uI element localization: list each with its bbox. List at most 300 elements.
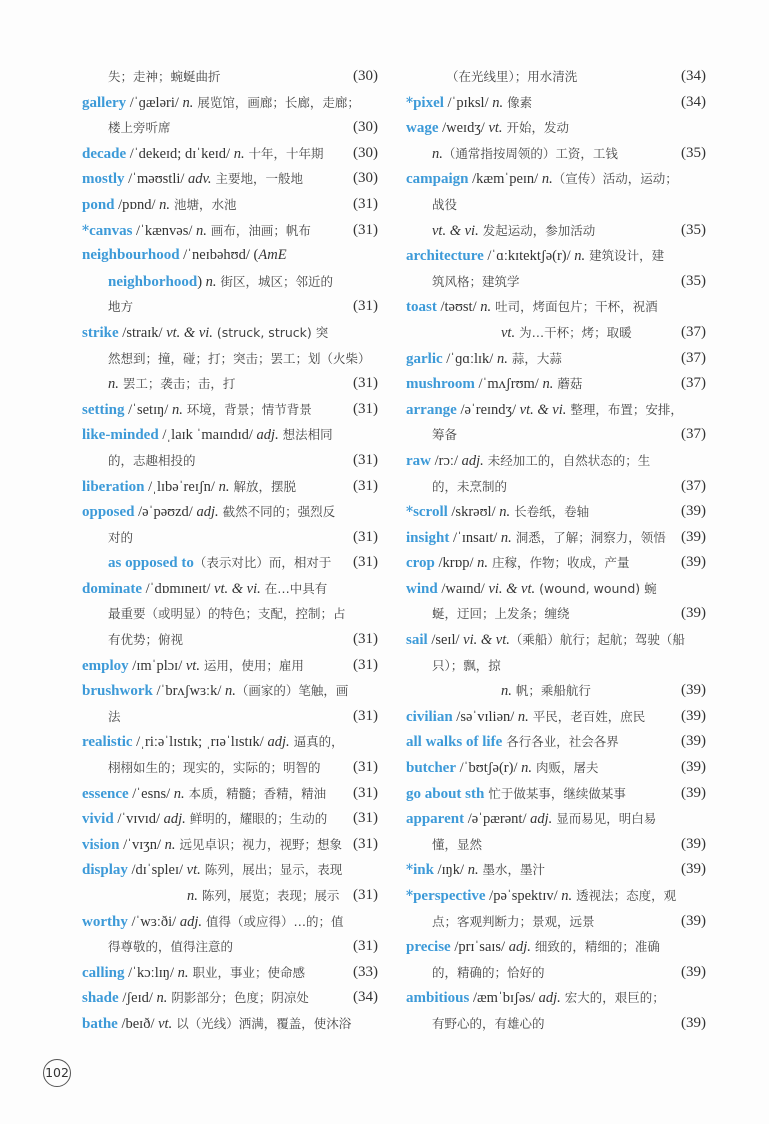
page-ref: (31)	[353, 784, 378, 801]
vocab-line	[82, 499, 378, 525]
definition: 肉贩，屠夫	[532, 760, 599, 776]
headword: scroll	[413, 504, 448, 521]
definition: 各行各业，社会各界	[502, 734, 619, 750]
phonetic: /ˈwɜːði/	[127, 913, 180, 930]
definition: 得尊敬的，值得注意的	[108, 939, 234, 955]
vocab-line	[82, 985, 378, 1011]
headword: civilian	[406, 708, 453, 725]
page-ref: (39)	[681, 963, 706, 980]
definition: 鲜明的，耀眼的；生动的	[185, 811, 328, 827]
phonetic: /kæmˈpeɪn/	[468, 171, 542, 188]
definition: 建筑设计，建	[585, 248, 665, 264]
page-ref: (30)	[353, 68, 378, 84]
definition: （在光线里）；用水清洗	[446, 69, 578, 84]
page-ref: (39)	[681, 759, 706, 776]
phonetic: /straɪk/	[118, 324, 167, 341]
definition: （通常指按周领的）工资，工钱	[442, 145, 618, 161]
phonetic: /æmˈbɪʃəs/	[469, 990, 539, 1007]
phonetic: /ɪmˈplɔɪ/	[128, 657, 186, 674]
vocab-line	[82, 857, 378, 883]
definition: 然想到；撞，碰；打；突击；罢工；划（火柴）	[108, 350, 371, 366]
definition: 帆；乘船航行	[511, 683, 591, 699]
vocab-line	[406, 832, 706, 858]
headword: raw	[406, 452, 431, 469]
vocab-line	[82, 243, 378, 269]
part-of-speech: n.	[542, 376, 554, 393]
headword: employ	[82, 657, 129, 674]
vocab-line	[82, 781, 378, 807]
headword: calling	[82, 964, 125, 981]
definition: 墨水，墨汁	[478, 862, 546, 878]
part-of-speech: adj.	[256, 427, 279, 444]
page-ref: (31)	[353, 887, 378, 903]
part-of-speech: n.	[187, 888, 198, 904]
phonetic: /ˈkænvəs/	[132, 222, 197, 239]
vocab-line	[406, 653, 706, 679]
part-of-speech: n.	[182, 94, 194, 111]
page-ref: (31)	[353, 656, 378, 673]
phonetic: /ˈesns/	[128, 785, 174, 802]
part-of-speech: n.	[501, 683, 512, 700]
definition: 细致的，精细的；准确	[530, 939, 660, 955]
vocab-line	[406, 909, 706, 935]
phonetic: /əˈpəʊzd/	[134, 504, 197, 521]
part-of-speech: adj.	[163, 811, 186, 828]
part-of-speech: n.	[467, 862, 479, 879]
definition: 以（光线）洒满，覆盖，使沐浴	[172, 1015, 352, 1031]
definition: 陈列，展览；表现；展示	[197, 888, 340, 903]
part-of-speech: vt. & vi.	[214, 580, 261, 597]
part-of-speech: n.	[205, 273, 217, 290]
definition: 陈列，展出；显示，表现	[200, 862, 343, 878]
vocab-line	[406, 448, 706, 474]
definition: 截然不同的；强烈反	[218, 504, 336, 520]
vocab-line	[82, 397, 378, 423]
vocab-line	[82, 704, 378, 730]
page-ref: (37)	[681, 349, 706, 366]
phonetic: /ɪŋk/	[433, 862, 468, 879]
page-ref: (39)	[681, 528, 706, 545]
definition: 庄稼，作物；收成，产量	[487, 555, 630, 571]
part-of-speech: n.	[177, 964, 189, 981]
headword: toast	[406, 299, 437, 316]
part-of-speech: adj.	[508, 939, 531, 956]
page-ref: (35)	[681, 272, 706, 289]
star-marker: *	[406, 94, 414, 111]
page-ref: (37)	[681, 426, 706, 443]
page-ref: (39)	[681, 682, 706, 699]
page-ref: (39)	[681, 503, 706, 520]
headword: dominate	[82, 580, 142, 597]
headword: display	[82, 862, 128, 879]
vocab-line	[82, 269, 378, 295]
vocab-line	[406, 499, 706, 525]
page-ref: (31)	[353, 554, 378, 571]
phonetic: /əˈpærənt/	[464, 811, 531, 828]
vocab-line	[82, 960, 378, 986]
headword: gallery	[82, 94, 127, 111]
vocab-line	[406, 550, 706, 576]
headword: architecture	[406, 248, 484, 265]
definition: 战役	[432, 196, 458, 212]
part-of-speech: n.	[218, 478, 230, 495]
vocab-line	[82, 218, 378, 244]
vocab-line	[406, 704, 706, 730]
vocab-line	[82, 474, 378, 500]
definition: 为…干杯；烤；取暖	[515, 324, 632, 340]
definition: 蘑菇	[553, 376, 583, 392]
definition: 蜒，迂回；上发条；缠绕	[432, 606, 570, 622]
vocab-line	[406, 525, 706, 551]
vocab-line	[406, 985, 706, 1011]
headword: neighbourhood	[82, 247, 180, 264]
definition: 蒜，大蒜	[507, 350, 562, 366]
phonetic: /səˈvɪliən/	[452, 708, 518, 725]
phonetic: /ˈɡɑːlɪk/	[442, 350, 497, 367]
page-ref: (31)	[353, 938, 378, 955]
part-of-speech: vt.	[501, 324, 516, 341]
definition: （乘船）航行；起航；驾驶（船	[509, 632, 685, 648]
headword: worthy	[82, 913, 128, 930]
headword: ambitious	[406, 990, 470, 1007]
page-ref: (34)	[681, 68, 706, 84]
vocab-line	[406, 192, 706, 218]
vocab-line	[82, 192, 378, 218]
phonetic: /ˌriːəˈlɪstɪk; ˌrɪəˈlɪstɪk/	[132, 734, 268, 751]
headword: decade	[82, 145, 127, 162]
headword: sail	[406, 632, 428, 649]
page-ref: (35)	[681, 144, 706, 161]
page-ref: (37)	[681, 375, 706, 392]
definition: （宣传）活动，运动；	[552, 171, 678, 187]
definition: 地方	[108, 299, 134, 315]
headword: opposed	[82, 504, 135, 521]
headword: wage	[406, 120, 439, 137]
page-ref: (31)	[353, 477, 378, 494]
part-of-speech: adj.	[461, 452, 484, 469]
definition: 发起运动，参加活动	[478, 222, 596, 238]
phonetic: /ˈneɪbəhʊd/ (	[179, 247, 259, 264]
vocab-line	[82, 755, 378, 781]
definition: 阴影部分；色度；阴凉处	[167, 990, 309, 1006]
vocab-line	[82, 909, 378, 935]
page-ref: (30)	[353, 144, 378, 161]
headword: campaign	[406, 171, 469, 188]
phonetic: /ˈpɪksl/	[443, 94, 493, 111]
phonetic: /pəˈspektɪv/	[485, 888, 562, 904]
vocab-line	[82, 576, 378, 602]
vocab-line	[406, 90, 706, 116]
right-column	[406, 64, 706, 1037]
page-ref: (34)	[681, 93, 706, 110]
part-of-speech: n.	[156, 990, 168, 1007]
vocab-line	[406, 806, 706, 832]
vocab-line	[406, 474, 706, 500]
part-of-speech: vi. & vt.	[463, 632, 510, 649]
vocab-line	[82, 729, 378, 755]
definition: 有优势；俯视	[108, 632, 184, 648]
phonetic: /ʃeɪd/	[118, 990, 157, 1007]
headword: insight	[406, 529, 450, 546]
vocab-line	[82, 294, 378, 320]
definition: 长卷纸，卷轴	[510, 504, 590, 520]
headword: apparent	[406, 811, 465, 828]
definition: 画布，油画；帆布	[206, 222, 311, 238]
headword: like-minded	[82, 427, 159, 444]
definition: 远见卓识；视力，视野；想象	[175, 836, 342, 852]
page-ref: (39)	[681, 605, 706, 622]
headword: brushwork	[82, 683, 153, 700]
vocab-line	[82, 525, 378, 551]
definition: 在…中具有	[260, 580, 328, 596]
page-ref: (31)	[353, 451, 378, 468]
definition: 宏大的，艰巨的；	[560, 990, 665, 1006]
page-ref: (39)	[681, 912, 706, 929]
vocab-line	[406, 960, 706, 986]
phonetic: /ˈdɒmɪneɪt/	[142, 580, 215, 597]
vocab-line	[82, 832, 378, 858]
headword: as opposed to	[108, 555, 194, 572]
vocab-line	[406, 857, 706, 883]
definition: 职业，事业；使命感	[188, 964, 305, 980]
headword: butcher	[406, 760, 456, 777]
phonetic: /ˈsetɪŋ/	[124, 401, 172, 418]
definition: 的，未烹制的	[432, 478, 508, 494]
part-of-speech: n.	[496, 350, 508, 367]
vocab-line	[82, 64, 378, 90]
page-ref: (34)	[353, 989, 378, 1006]
definition: 只）；飘，掠	[432, 657, 501, 673]
page-ref: (31)	[353, 375, 378, 392]
vocab-line	[406, 243, 706, 269]
definition: 最重要（或明显）的特色；支配，控制；占	[108, 606, 346, 622]
definition: 展览馆，画廊；长廊，走廊；	[193, 94, 360, 110]
phonetic: /ˈvɪʒn/	[119, 836, 165, 853]
part-of-speech: vt. & vi.	[166, 324, 213, 341]
vocab-line	[406, 320, 706, 346]
definition: 显而易见，明白易	[552, 811, 657, 827]
vocab-line	[82, 371, 378, 397]
definition: 透视法；态度，观	[572, 888, 677, 903]
headword: crop	[406, 555, 435, 572]
phonetic: /pɒnd/	[114, 196, 160, 213]
headword: perspective	[413, 888, 486, 904]
vocab-line	[406, 141, 706, 167]
part-of-speech: n.	[517, 708, 529, 725]
definition: 平民，老百姓，庶民	[528, 708, 646, 724]
headword: neighborhood	[108, 273, 198, 290]
phonetic: /prɪˈsaɪs/	[450, 939, 509, 956]
vocab-line	[406, 422, 706, 448]
page-ref: (31)	[353, 759, 378, 776]
vocab-line	[406, 64, 706, 90]
phonetic: /ˈɪnsaɪt/	[449, 529, 501, 546]
phonetic: /ˈɑːkɪtektʃə(r)/	[483, 248, 575, 265]
headword: essence	[82, 785, 129, 802]
part-of-speech: vi. & vt.	[488, 580, 536, 597]
headword: mushroom	[406, 376, 475, 393]
definition: 想法相同	[278, 427, 333, 443]
definition: 点；客观判断力；景观，远景	[432, 913, 595, 929]
vocab-line	[82, 934, 378, 960]
headword: canvas	[89, 222, 133, 239]
phonetic: /rɔː/	[431, 452, 462, 469]
definition: 运用，使用；雇用	[199, 657, 304, 673]
page-ref: (39)	[681, 861, 706, 878]
vocab-line	[82, 883, 378, 909]
part-of-speech: vt.	[158, 1015, 173, 1032]
part-of-speech: n.	[108, 376, 119, 393]
headword: vision	[82, 836, 120, 853]
phonetic: /beɪð/	[117, 1015, 159, 1032]
part-of-speech: vt.	[185, 657, 200, 674]
definition: 本质，精髓；香精，精油	[184, 785, 327, 801]
page-ref: (33)	[353, 963, 378, 980]
star-marker: *	[406, 504, 414, 521]
phonetic: /seɪl/	[427, 632, 464, 649]
phonetic: /skrəʊl/	[447, 504, 500, 521]
vocab-line	[82, 166, 378, 192]
headword: shade	[82, 990, 119, 1007]
part-of-speech: vt.	[488, 120, 503, 137]
phonetic: /ˈdekeɪd; dɪˈkeɪd/	[126, 145, 234, 162]
definition: 开始，发动	[502, 120, 570, 136]
page-ref: (37)	[681, 323, 706, 340]
vocab-line	[406, 294, 706, 320]
vocab-line	[82, 601, 378, 627]
part-of-speech: vt.	[186, 862, 201, 879]
star-marker: *	[406, 888, 414, 904]
headword: liberation	[82, 478, 145, 495]
phonetic: /ˈməʊstli/	[124, 171, 189, 188]
part-of-speech: adj.	[179, 913, 202, 930]
page-ref: (37)	[681, 477, 706, 494]
phonetic: /ˈɡæləri/	[126, 94, 183, 111]
headword: ink	[413, 862, 434, 879]
page-ref: (31)	[353, 528, 378, 545]
vocab-line	[406, 934, 706, 960]
phonetic: /ˈbrʌʃwɜːk/	[152, 683, 225, 700]
page-ref: (31)	[353, 835, 378, 852]
part-of-speech: n.	[521, 760, 532, 777]
phonetic: /təʊst/	[436, 299, 481, 316]
page-ref: (31)	[353, 195, 378, 212]
vocab-line	[406, 1011, 706, 1037]
headword: vivid	[82, 811, 114, 828]
part-of-speech: n.	[196, 222, 207, 239]
definition: (wound, wound) 蜿	[535, 580, 657, 596]
page-ref: (35)	[681, 221, 706, 238]
headword: mostly	[82, 171, 125, 188]
part-of-speech: n.	[541, 171, 553, 188]
vocab-line	[82, 422, 378, 448]
headword: garlic	[406, 350, 443, 367]
phonetic: /ˈvɪvɪd/	[113, 811, 164, 828]
part-of-speech: n.	[500, 529, 512, 546]
phonetic: /dɪˈspleɪ/	[127, 862, 187, 879]
definition: 筑风格；建筑学	[432, 273, 520, 289]
page-ref: (39)	[681, 784, 706, 801]
vocab-line	[82, 678, 378, 704]
vocab-line	[406, 269, 706, 295]
vocab-line	[406, 346, 706, 372]
page-ref: (31)	[353, 298, 378, 315]
vocab-line	[82, 115, 378, 141]
definition: 逼真的，	[289, 734, 344, 750]
part-of-speech: vt. & vi.	[519, 401, 567, 418]
star-marker: *	[82, 222, 90, 239]
definition: 栩栩如生的；现实的，实际的；明智的	[108, 760, 321, 776]
definition: (struck, struck) 突	[212, 324, 329, 340]
definition: 值得（或应得）…的；值	[202, 913, 344, 929]
page-ref: (30)	[353, 170, 378, 187]
phonetic: /ˌlaɪk ˈmaɪndɪd/	[158, 427, 257, 444]
definition: 有野心的，有雄心的	[432, 1015, 545, 1031]
headword: setting	[82, 401, 125, 418]
part-of-speech: n.	[477, 555, 488, 572]
part-of-speech: n.	[561, 888, 573, 904]
definition: 吐司，烤面包片；干杯，祝酒	[491, 299, 658, 315]
part-of-speech: n.	[164, 836, 176, 853]
vocab-line	[406, 883, 706, 909]
page-ref: (39)	[681, 707, 706, 724]
headword: precise	[406, 939, 451, 956]
left-column	[82, 64, 378, 1037]
page-ref: (39)	[681, 1014, 706, 1031]
definition: 十年，十年期	[244, 145, 324, 161]
definition: 的，精确的；恰好的	[432, 964, 545, 980]
phonetic: /ˌlɪbəˈreɪʃn/	[144, 478, 219, 495]
headword: go about sth	[406, 785, 485, 802]
page-ref: (39)	[681, 554, 706, 571]
phonetic: /krɒp/	[434, 555, 478, 572]
headword: all walks of life	[406, 734, 503, 751]
phonetic: /ˈmʌʃrʊm/	[474, 376, 543, 393]
vocab-line	[82, 627, 378, 653]
vocab-line	[82, 448, 378, 474]
page-ref: (30)	[353, 119, 378, 136]
page-ref: (31)	[353, 400, 378, 417]
phonetic: /ˈbʊtʃə(r)/	[456, 760, 522, 777]
phonetic: /ˈkɔːlɪŋ/	[124, 964, 178, 981]
vocab-line	[82, 1011, 378, 1037]
definition: 懂，显然	[432, 836, 483, 852]
definition: 罢工；袭击；击，打	[118, 376, 236, 392]
headword: strike	[82, 324, 119, 341]
part-of-speech: n.	[233, 145, 245, 162]
vocab-line	[82, 806, 378, 832]
definition: 对的	[108, 529, 134, 545]
part-of-speech: adj.	[267, 734, 290, 751]
page-ref: (31)	[353, 631, 378, 648]
page-ref: (31)	[353, 221, 378, 238]
part-of-speech: n.	[159, 196, 171, 213]
vocab-line	[406, 781, 706, 807]
part-of-speech: adj.	[538, 990, 561, 1007]
headword: pond	[82, 196, 115, 213]
part-of-speech: vt. & vi.	[432, 222, 479, 239]
headword: realistic	[82, 734, 133, 751]
vocab-line	[406, 601, 706, 627]
vocab-line	[82, 90, 378, 116]
vocab-line	[406, 115, 706, 141]
phonetic: )	[197, 273, 206, 290]
definition: 失；走神；蜿蜒曲折	[108, 69, 221, 84]
part-of-speech: n.	[480, 299, 492, 316]
definition: （表示对比）而，相对于	[193, 555, 332, 571]
vocab-line	[406, 397, 706, 423]
vocab-line	[406, 371, 706, 397]
